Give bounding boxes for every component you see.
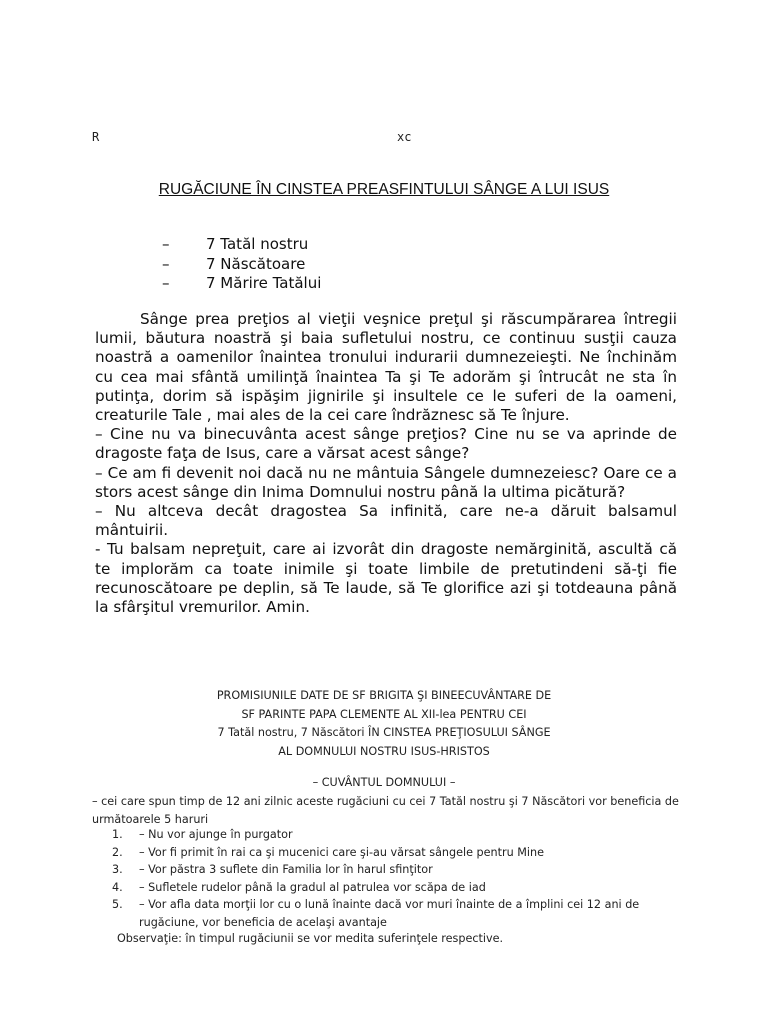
list-item [112,826,684,844]
bullet-dash: – [162,235,170,253]
grace-number: 3. [112,863,123,876]
list-item [112,844,684,862]
list-item [112,861,684,879]
promises-intro: – cei care spun timp de 12 ani zilnic aceste rugăciuni cu cei 7 Tatăl nostru şi 7 Născători vor beneficia de următoarele 5 haruri [92,795,679,826]
list-item [162,235,321,255]
grace-number: 2. [112,845,123,859]
list-item [112,879,684,897]
grace-text: – Vor afla data morţii lor cu o lună înainte dacă vor muri înainte de a împlini cei 12 ani de rugăciune, vor beneficia de acelaşi avantaje [139,898,640,929]
grace-text: – Vor fi primit în rai ca şi mucenici care şi-au vărsat sângele pentru Mine [139,845,544,859]
header-left-mark: R [92,130,100,144]
promises-heading-line: SF PARINTE PAPA CLEMENTE AL XII-lea PENTRU CEI [241,707,527,721]
list-item [162,255,321,275]
bullet-dash: – [162,274,170,292]
word-of-lord-heading: – CUVÂNTUL DOMNULUI – [312,776,456,789]
prayer-line: – Ce am fi devenit noi dacă nu ne mântuia Sângele dumnezeiesc? Oare ce a stors acest sânge din Inima Domnului nostru până la ultima picătură? [95,463,677,501]
grace-text: – Vor păstra 3 suflete din Familia lor în harul sfinţitor [139,863,433,876]
grace-number: 4. [112,880,123,894]
promises-heading-line: 7 Tatăl nostru, 7 Născători ÎN CINSTEA PREŢIOSULUI SÂNGE [217,726,551,739]
header-mid-mark: xc [397,130,412,144]
list-item [112,896,684,931]
prayer-line: – Nu altceva decât dragostea Sa infinită, care ne-a dăruit balsamul mântuirii. [95,502,677,540]
grace-number: 1. [112,828,123,841]
bullet-dash: – [162,254,170,273]
prayer-count-list [162,235,321,294]
promises-heading [0,687,768,761]
promises-heading-line: PROMISIUNILE DATE DE SF BRIGITA ŞI BINEECUVÂNTARE DE [216,689,552,702]
graces-list [112,826,684,931]
grace-text: – Sufletele rudelor până la gradul al patrulea vor scăpa de iad [139,880,486,894]
prayer-line: - Tu balsam nepreţuit, care ai izvorât din dragoste nemărginită, ascultă că te implorăm ca toate inimile şi toate limbile de pretutindeni să-ţi fie recunoscătoare pe deplin, să Te laude, să Te glorifice azi şi totdeauna până la sfârşitul vremurilor. Amin. [95,540,677,617]
prayer-body [95,310,677,617]
bullet-text: 7 Mărire Tatălui [206,274,322,292]
prayer-line: – Cine nu va binecuvânta acest sânge preţios? Cine nu se va aprinde de dragoste faţa de Isus, care a vărsat acest sânge? [95,425,677,463]
grace-text: – Nu vor ajunge în purgator [139,828,293,841]
prayer-paragraph: Sânge prea preţios al vieţii veşnice preţul şi răscumpărarea întregii lumii, băutura noastră şi baia sufletului nostru, ce continuu susţii cauza noastră a oamenilor înaintea tronului indurarii dumnezeieşti. Ne închinăm cu cea mai sfântă umilinţă înaintea Ta şi Te adorăm şi întrucât ne sta în putinţa, dorim să ispăşim jignirile şi insultele ce le suferi de la oameni, creaturile Tale , mai ales de la cei care îndrăznesc să Te înjure. [95,310,677,425]
grace-number: 5. [112,898,123,911]
document-title: RUGĂCIUNE ÎN CINSTEA PREASFINTULUI SÂNGE A LUI ISUS [158,181,610,198]
bullet-text: 7 Născătoare [206,254,306,273]
bullet-text: 7 Tatăl nostru [206,235,309,253]
promises-heading-line: AL DOMNULUI NOSTRU ISUS-HRISTOS [278,744,490,758]
list-item [162,274,321,294]
observation-note: Observaţie: în timpul rugăciunii se vor medita suferinţele respective. [117,932,504,945]
